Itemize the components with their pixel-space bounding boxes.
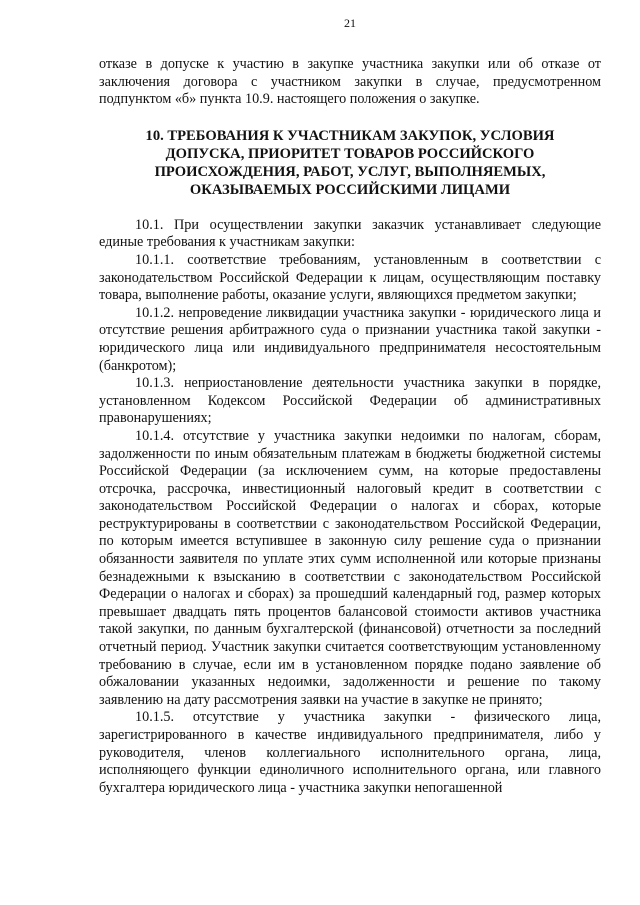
continuation-paragraph: отказе в допуске к участию в закупке участника закупки или об отказе от заключения договора с участником закупки в случае, предусмотренном подпунктом «б» пункта 10.9. настоящего положения о закупке. bbox=[99, 56, 601, 108]
clause-10-1-2: 10.1.2. непроведение ликвидации участника закупки - юридического лица и отсутствие решения арбитражного суда о признании участника такой закупки - юридического лица или индивидуального предпринимателя несостоятельным (банкротом); bbox=[99, 304, 601, 374]
document-body bbox=[99, 56, 601, 797]
page-number: 21 bbox=[344, 16, 356, 30]
clause-10-1-4: 10.1.4. отсутствие у участника закупки недоимки по налогам, сборам, задолженности по иным обязательным платежам в бюджеты бюджетной системы Российской Федерации (за исключением сумм, на которые предоставлены отсрочка, рассрочка, инвестиционный налоговый кредит в соответствии с законодательством Российской Федерации о налогах и сборах, которые реструктурированы в соответствии с законодательством Российской Федерации, по которым имеется вступившее в законную силу решение суда о признании обязанности заявителя по уплате этих сумм исполненной или которые признаны безнадежными к взысканию в соответствии с законодательством Российской Федерации о налогах и сборах) за прошедший календарный год, размер которых превышает двадцать пять процентов балансовой стоимости активов участника такой закупки, по данным бухгалтерской (финансовой) отчетности за последний отчетный период. Участник закупки считается соответствующим установленному требованию в случае, если им в установленном порядке подано заявление об обжаловании указанных недоимки, задолженности и решение по такому заявлению на дату рассмотрения заявки на участие в закупке не принято; bbox=[99, 427, 601, 708]
clause-10-1: 10.1. При осуществлении закупки заказчик устанавливает следующие единые требования к участникам закупки: bbox=[99, 216, 601, 251]
section-heading: 10. ТРЕБОВАНИЯ К УЧАСТНИКАМ ЗАКУПОК, УСЛОВИЯ ДОПУСКА, ПРИОРИТЕТ ТОВАРОВ РОССИЙСКОГО ПРОИСХОЖДЕНИЯ, РАБОТ, УСЛУГ, ВЫПОЛНЯЕМЫХ, ОКАЗЫВАЕМЫХ РОССИЙСКИМИ ЛИЦАМИ bbox=[145, 127, 555, 198]
clause-10-1-5: 10.1.5. отсутствие у участника закупки - физического лица, зарегистрированного в качестве индивидуального предпринимателя, либо у руководителя, членов коллегиального исполнительного органа, лица, исполняющего функции единоличного исполнительного органа, или главного бухгалтера юридического лица - участника закупки непогашенной bbox=[99, 709, 601, 796]
clause-10-1-1: 10.1.1. соответствие требованиям, установленным в соответствии с законодательством Российской Федерации к лицам, осуществляющим поставку товара, выполнение работы, оказание услуги, являющихся предметом закупки; bbox=[99, 251, 601, 304]
clause-10-1-3: 10.1.3. неприостановление деятельности участника закупки в порядке, установленном Кодексом Российской Федерации об административных правонарушениях; bbox=[99, 375, 601, 427]
